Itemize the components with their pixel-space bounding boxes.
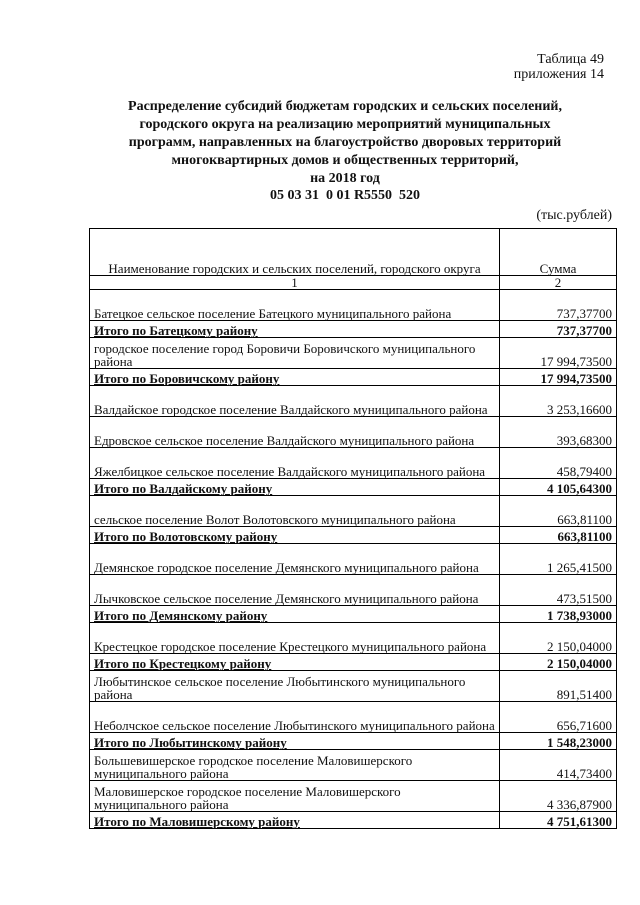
district-total-sum: 1 738,93000 [500,606,617,623]
column-number-1: 1 [90,276,500,290]
district-total-name [90,527,500,544]
district-total-row [90,369,617,386]
column-header-name: Наименование городских и сельских поселений, городского округа [90,229,500,276]
settlement-row [90,781,617,812]
settlement-sum: 393,68300 [500,417,617,448]
district-total-label: Итого по Маловишерскому району [94,814,300,829]
settlement-sum: 891,51400 [500,671,617,702]
settlement-row [90,544,617,575]
settlement-sum: 2 150,04000 [500,623,617,654]
settlement-sum: 737,37700 [500,290,617,321]
settlement-name: Демянское городское поселение Демянского муниципального района [90,544,500,575]
district-total-sum: 4 105,64300 [500,479,617,496]
settlement-row [90,750,617,781]
settlement-sum: 1 265,41500 [500,544,617,575]
settlement-name: Неболчское сельское поселение Любытинского муниципального района [90,702,500,733]
district-total-row [90,733,617,750]
title-line: на 2018 год [310,171,380,186]
district-total-row [90,654,617,671]
district-total-row [90,527,617,544]
settlement-sum: 656,71600 [500,702,617,733]
settlement-sum: 3 253,16600 [500,386,617,417]
district-total-sum: 737,37700 [500,321,617,338]
district-total-name [90,812,500,829]
settlement-name: Яжелбицкое сельское поселение Валдайского муниципального района [90,448,500,479]
district-total-row [90,606,617,623]
district-total-sum: 17 994,73500 [500,369,617,386]
table-number: Таблица 49 [537,52,604,67]
district-total-label: Итого по Батецкому району [94,323,258,338]
settlement-row [90,448,617,479]
settlement-row [90,386,617,417]
table-reference [514,52,604,82]
settlement-name: Маловишерское городское поселение Маловишерского муниципального района [90,781,500,812]
district-total-label: Итого по Валдайскому району [94,481,273,496]
column-number-2: 2 [500,276,617,290]
settlement-row [90,338,617,369]
settlement-name: сельское поселение Волот Волотовского муниципального района [90,496,500,527]
settlement-sum: 473,51500 [500,575,617,606]
settlement-name: Крестецкое городское поселение Крестецкого муниципального района [90,623,500,654]
district-total-label: Итого по Волотовскому району [94,529,278,544]
settlement-sum: 663,81100 [500,496,617,527]
table-header-row [90,229,617,276]
settlement-row [90,671,617,702]
title-line: многоквартирных домов и общественных территорий, [171,153,519,168]
title-line: программ, направленных на благоустройство дворовых территорий [128,135,562,150]
title-line: городского округа на реализацию мероприятий муниципальных [139,117,551,132]
subsidies-table [89,228,617,829]
appendix-number: приложения 14 [513,67,604,82]
column-header-sum: Сумма [500,229,617,276]
settlement-sum: 17 994,73500 [500,338,617,369]
settlement-name: Едровское сельское поселение Валдайского муниципального района [90,417,500,448]
settlement-name: Батецкое сельское поселение Батецкого муниципального района [90,290,500,321]
settlement-row [90,623,617,654]
district-total-sum: 663,81100 [500,527,617,544]
settlement-row [90,702,617,733]
district-total-name [90,733,500,750]
district-total-row [90,479,617,496]
settlement-sum: 4 336,87900 [500,781,617,812]
district-total-sum: 4 751,61300 [500,812,617,829]
units-label: (тыс.рублей) [536,208,612,223]
settlement-name: Валдайское городское поселение Валдайского муниципального района [90,386,500,417]
district-total-label: Итого по Боровичскому району [94,371,280,386]
settlement-name: городское поселение город Боровичи Боровичского муниципального района [90,338,500,369]
document-title [60,98,630,188]
district-total-name [90,479,500,496]
settlement-name: Лычковское сельское поселение Демянского муниципального района [90,575,500,606]
title-line: Распределение субсидий бюджетам городских и сельских поселений, [128,99,562,114]
settlement-name: Любытинское сельское поселение Любытинского муниципального района [90,671,500,702]
settlement-name: Большевишерское городское поселение Маловишерского муниципального района [90,750,500,781]
district-total-label: Итого по Любытинскому району [94,735,287,750]
district-total-sum: 1 548,23000 [500,733,617,750]
settlement-sum: 458,79400 [500,448,617,479]
district-total-row [90,812,617,829]
settlement-row [90,496,617,527]
budget-code: 05 03 31 0 01 R5550 520 [269,188,421,203]
settlement-sum: 414,73400 [500,750,617,781]
district-total-label: Итого по Демянскому району [94,608,268,623]
district-total-row [90,321,617,338]
district-total-name [90,606,500,623]
settlement-row [90,575,617,606]
settlement-row [90,290,617,321]
district-total-label: Итого по Крестецкому району [94,656,272,671]
district-total-name [90,654,500,671]
district-total-name [90,321,500,338]
district-total-name [90,369,500,386]
settlement-row [90,417,617,448]
district-total-sum: 2 150,04000 [500,654,617,671]
column-number-row [90,276,617,290]
table-body [90,290,617,829]
